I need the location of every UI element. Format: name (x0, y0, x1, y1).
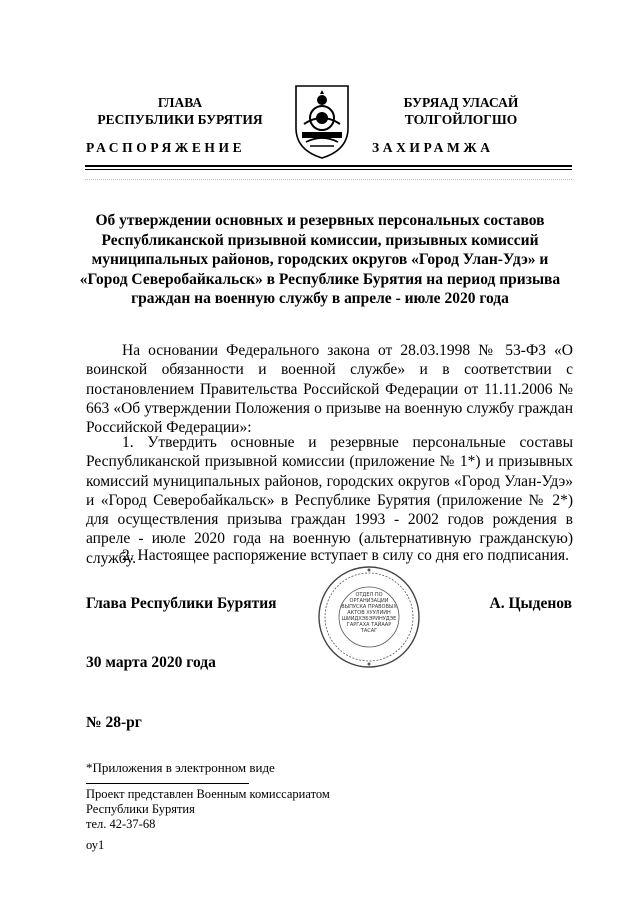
document-date: 30 марта 2020 года (86, 654, 216, 671)
footer-line1: Проект представлен Военным комиссариатом (86, 787, 330, 801)
footer-phone: тел. 42-37-68 (86, 817, 156, 831)
header-right (366, 94, 556, 128)
preamble-paragraph: На основании Федерального закона от 28.03.1998 № 53-ФЗ «О воинской обязанности и военной службе» и в соответствии с постановлением Правительства Российской Федерации от 11.11.2006 № 663 «Об утверждении Положения о призыве на военную службу граждан Российской Федерации»: (86, 342, 573, 437)
footer-line2: Республики Бурятия (86, 802, 195, 816)
header-left (80, 94, 280, 128)
item-2-paragraph: 2. Настоящее распоряжение вступает в силу со дня его подписания. (122, 547, 569, 564)
dotted-guide (85, 179, 572, 180)
coat-of-arms-emblem (290, 80, 354, 160)
header-right-line2: ТОЛГОЙЛОГШО (404, 112, 518, 127)
official-stamp (316, 564, 422, 670)
footer-block (86, 787, 330, 853)
header-right-line1: БУРЯАД УЛАСАЙ (403, 95, 519, 110)
footer-separator (86, 783, 249, 784)
stamp-inner-text: ОТДЕЛ ПО ОРГАНИЗАЦИИ ВЫПУСКА ПРАВОВЫХ АКТОВ ХУУЛИИН ШИИДХЭБЭРИНУДЭЕ ГАРГАХА ТАЙААР ТАСАГ (341, 592, 397, 634)
doc-type-ru: РАСПОРЯЖЕНИЕ (86, 140, 246, 155)
header-divider-thin (85, 169, 572, 170)
signatory-position: Глава Республики Бурятия (86, 595, 277, 612)
item-1-paragraph: 1. Утвердить основные и резервные персональные составы Республиканской призывной комиссии (приложение № 1*) и призывных комиссий муниципальных районов, городских округов «Город Улан-Удэ» и «Город Северобайкальск» в Республике Бурятия (приложение № 2*) для осуществления призыва граждан 1993 - 2002 годов рождения в апреле - июле 2020 года на военную (альтернативную гражданскую) службу. (86, 434, 573, 567)
doc-type-bua: ЗАХИРАМЖА (372, 140, 494, 155)
document-number: № 28-рг (86, 714, 142, 731)
signatory-name: А. Цыденов (489, 595, 572, 612)
document-title: Об утверждении основных и резервных персональных составов Республиканской призывной комиссии, призывных комиссий муниципальных районов, городских округов «Город Улан-Удэ» и «Город Северобайкальск» в Республике Бурятия на период призыва граждан на военную службу в апреле - июле 2020 года (79, 212, 561, 307)
header-left-line2: РЕСПУБЛИКИ БУРЯТИЯ (97, 112, 263, 127)
footer-code: оу1 (86, 838, 105, 852)
footnote: *Приложения в электронном виде (86, 760, 275, 775)
header-left-line1: ГЛАВА (157, 95, 203, 110)
